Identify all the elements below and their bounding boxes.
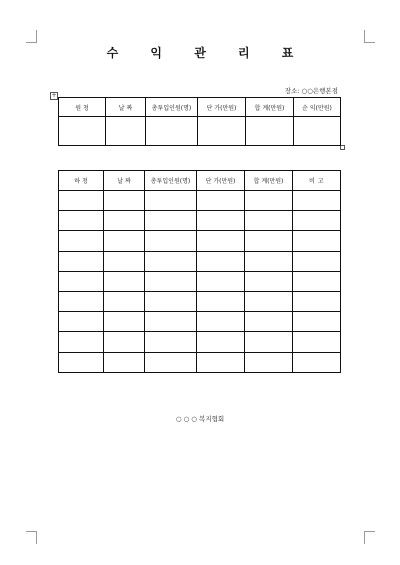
table-cell[interactable] xyxy=(104,271,145,291)
table-cell[interactable] xyxy=(104,211,145,231)
detail-header-cell: 날 짜 xyxy=(104,171,145,191)
table-cell[interactable] xyxy=(59,271,104,291)
detail-header-cell: 단 가(만원) xyxy=(197,171,245,191)
detail-header-cell-remark: 비 고 xyxy=(293,171,341,191)
table-cell[interactable] xyxy=(145,332,197,352)
crop-mark-bottom-right xyxy=(364,531,375,544)
table-cell[interactable] xyxy=(245,271,293,291)
table-cell[interactable] xyxy=(59,191,104,211)
table-cell[interactable] xyxy=(145,251,197,271)
table-cell[interactable] xyxy=(145,231,197,251)
table-cell[interactable] xyxy=(294,117,341,146)
table-cell[interactable] xyxy=(104,251,145,271)
table-cell[interactable] xyxy=(106,117,146,146)
table-cell[interactable] xyxy=(197,231,245,251)
table-cell[interactable] xyxy=(59,211,104,231)
table-cell[interactable] xyxy=(246,117,294,146)
table-cell[interactable] xyxy=(245,231,293,251)
summary-table xyxy=(58,97,341,146)
table-row xyxy=(59,191,341,211)
crop-mark-top-left xyxy=(26,30,37,43)
table-row xyxy=(59,312,341,332)
table-cell[interactable] xyxy=(197,332,245,352)
table-cell[interactable] xyxy=(59,117,106,146)
crop-mark-top-right xyxy=(364,30,375,43)
table-cell[interactable] xyxy=(145,271,197,291)
table-cell[interactable] xyxy=(59,291,104,311)
table-row xyxy=(59,291,341,311)
table-cell[interactable] xyxy=(197,211,245,231)
crop-mark-bottom-left xyxy=(26,531,37,544)
table-cell[interactable] xyxy=(59,251,104,271)
table-cell[interactable] xyxy=(293,291,341,311)
table-cell[interactable] xyxy=(293,251,341,271)
summary-header-cell: 합 계(만원) xyxy=(246,98,294,117)
detail-table-body xyxy=(59,191,341,373)
table-cell[interactable] xyxy=(293,312,341,332)
table-row xyxy=(59,117,341,146)
table-row xyxy=(59,332,341,352)
table-cell[interactable] xyxy=(104,332,145,352)
table-cell[interactable] xyxy=(197,291,245,311)
table-cell[interactable] xyxy=(245,211,293,231)
summary-header-cell: 단 가(만원) xyxy=(198,98,246,117)
table-cell[interactable] xyxy=(245,251,293,271)
table-cell[interactable] xyxy=(245,191,293,211)
table-cell[interactable] xyxy=(197,271,245,291)
table-cell[interactable] xyxy=(59,332,104,352)
table-cell[interactable] xyxy=(104,312,145,332)
table-row xyxy=(59,352,341,372)
table-cell[interactable] xyxy=(146,117,198,146)
table-cell[interactable] xyxy=(245,291,293,311)
detail-header-row xyxy=(59,171,341,191)
table-cell[interactable] xyxy=(197,251,245,271)
detail-header-cell: 총투입인원(명) xyxy=(145,171,197,191)
table-row xyxy=(59,211,341,231)
table-cell[interactable] xyxy=(104,231,145,251)
table-row xyxy=(59,251,341,271)
table-cell[interactable] xyxy=(59,231,104,251)
summary-header-cell: 순 익(만원) xyxy=(294,98,341,117)
table-cell[interactable] xyxy=(197,312,245,332)
table-cell[interactable] xyxy=(59,352,104,372)
table-cell[interactable] xyxy=(293,211,341,231)
page-title: 수 익 관 리 표 xyxy=(106,46,308,60)
table-cell[interactable] xyxy=(145,352,197,372)
table-row xyxy=(59,271,341,291)
table-cell[interactable] xyxy=(293,352,341,372)
table-cell[interactable] xyxy=(59,312,104,332)
summary-header-cell: 총투입인원(명) xyxy=(146,98,198,117)
table-cell[interactable] xyxy=(245,312,293,332)
detail-table xyxy=(58,170,341,373)
footer-organization: ○ ○ ○ 복지협회 xyxy=(175,415,225,423)
table-cell[interactable] xyxy=(245,352,293,372)
table-cell[interactable] xyxy=(104,352,145,372)
table-cell[interactable] xyxy=(145,211,197,231)
table-cell[interactable] xyxy=(197,352,245,372)
table-cell[interactable] xyxy=(197,191,245,211)
table-cell[interactable] xyxy=(293,191,341,211)
table-row xyxy=(59,231,341,251)
table-cell[interactable] xyxy=(293,231,341,251)
table-cell[interactable] xyxy=(104,291,145,311)
table-cell[interactable] xyxy=(293,332,341,352)
summary-header-cell: 원 청 xyxy=(59,98,106,117)
place-label: 장소: ○○은행본점 xyxy=(284,87,338,95)
table-cell[interactable] xyxy=(145,191,197,211)
table-cell[interactable] xyxy=(145,312,197,332)
table-cell[interactable] xyxy=(245,332,293,352)
summary-header-row xyxy=(59,98,341,117)
table-cell[interactable] xyxy=(145,291,197,311)
table-cell[interactable] xyxy=(104,191,145,211)
detail-header-cell: 하 청 xyxy=(59,171,104,191)
table-cell[interactable] xyxy=(198,117,246,146)
detail-header-cell: 합 계(만원) xyxy=(245,171,293,191)
summary-header-cell: 날 짜 xyxy=(106,98,146,117)
table-cell[interactable] xyxy=(293,271,341,291)
table-move-handle-icon[interactable]: + xyxy=(51,92,57,99)
